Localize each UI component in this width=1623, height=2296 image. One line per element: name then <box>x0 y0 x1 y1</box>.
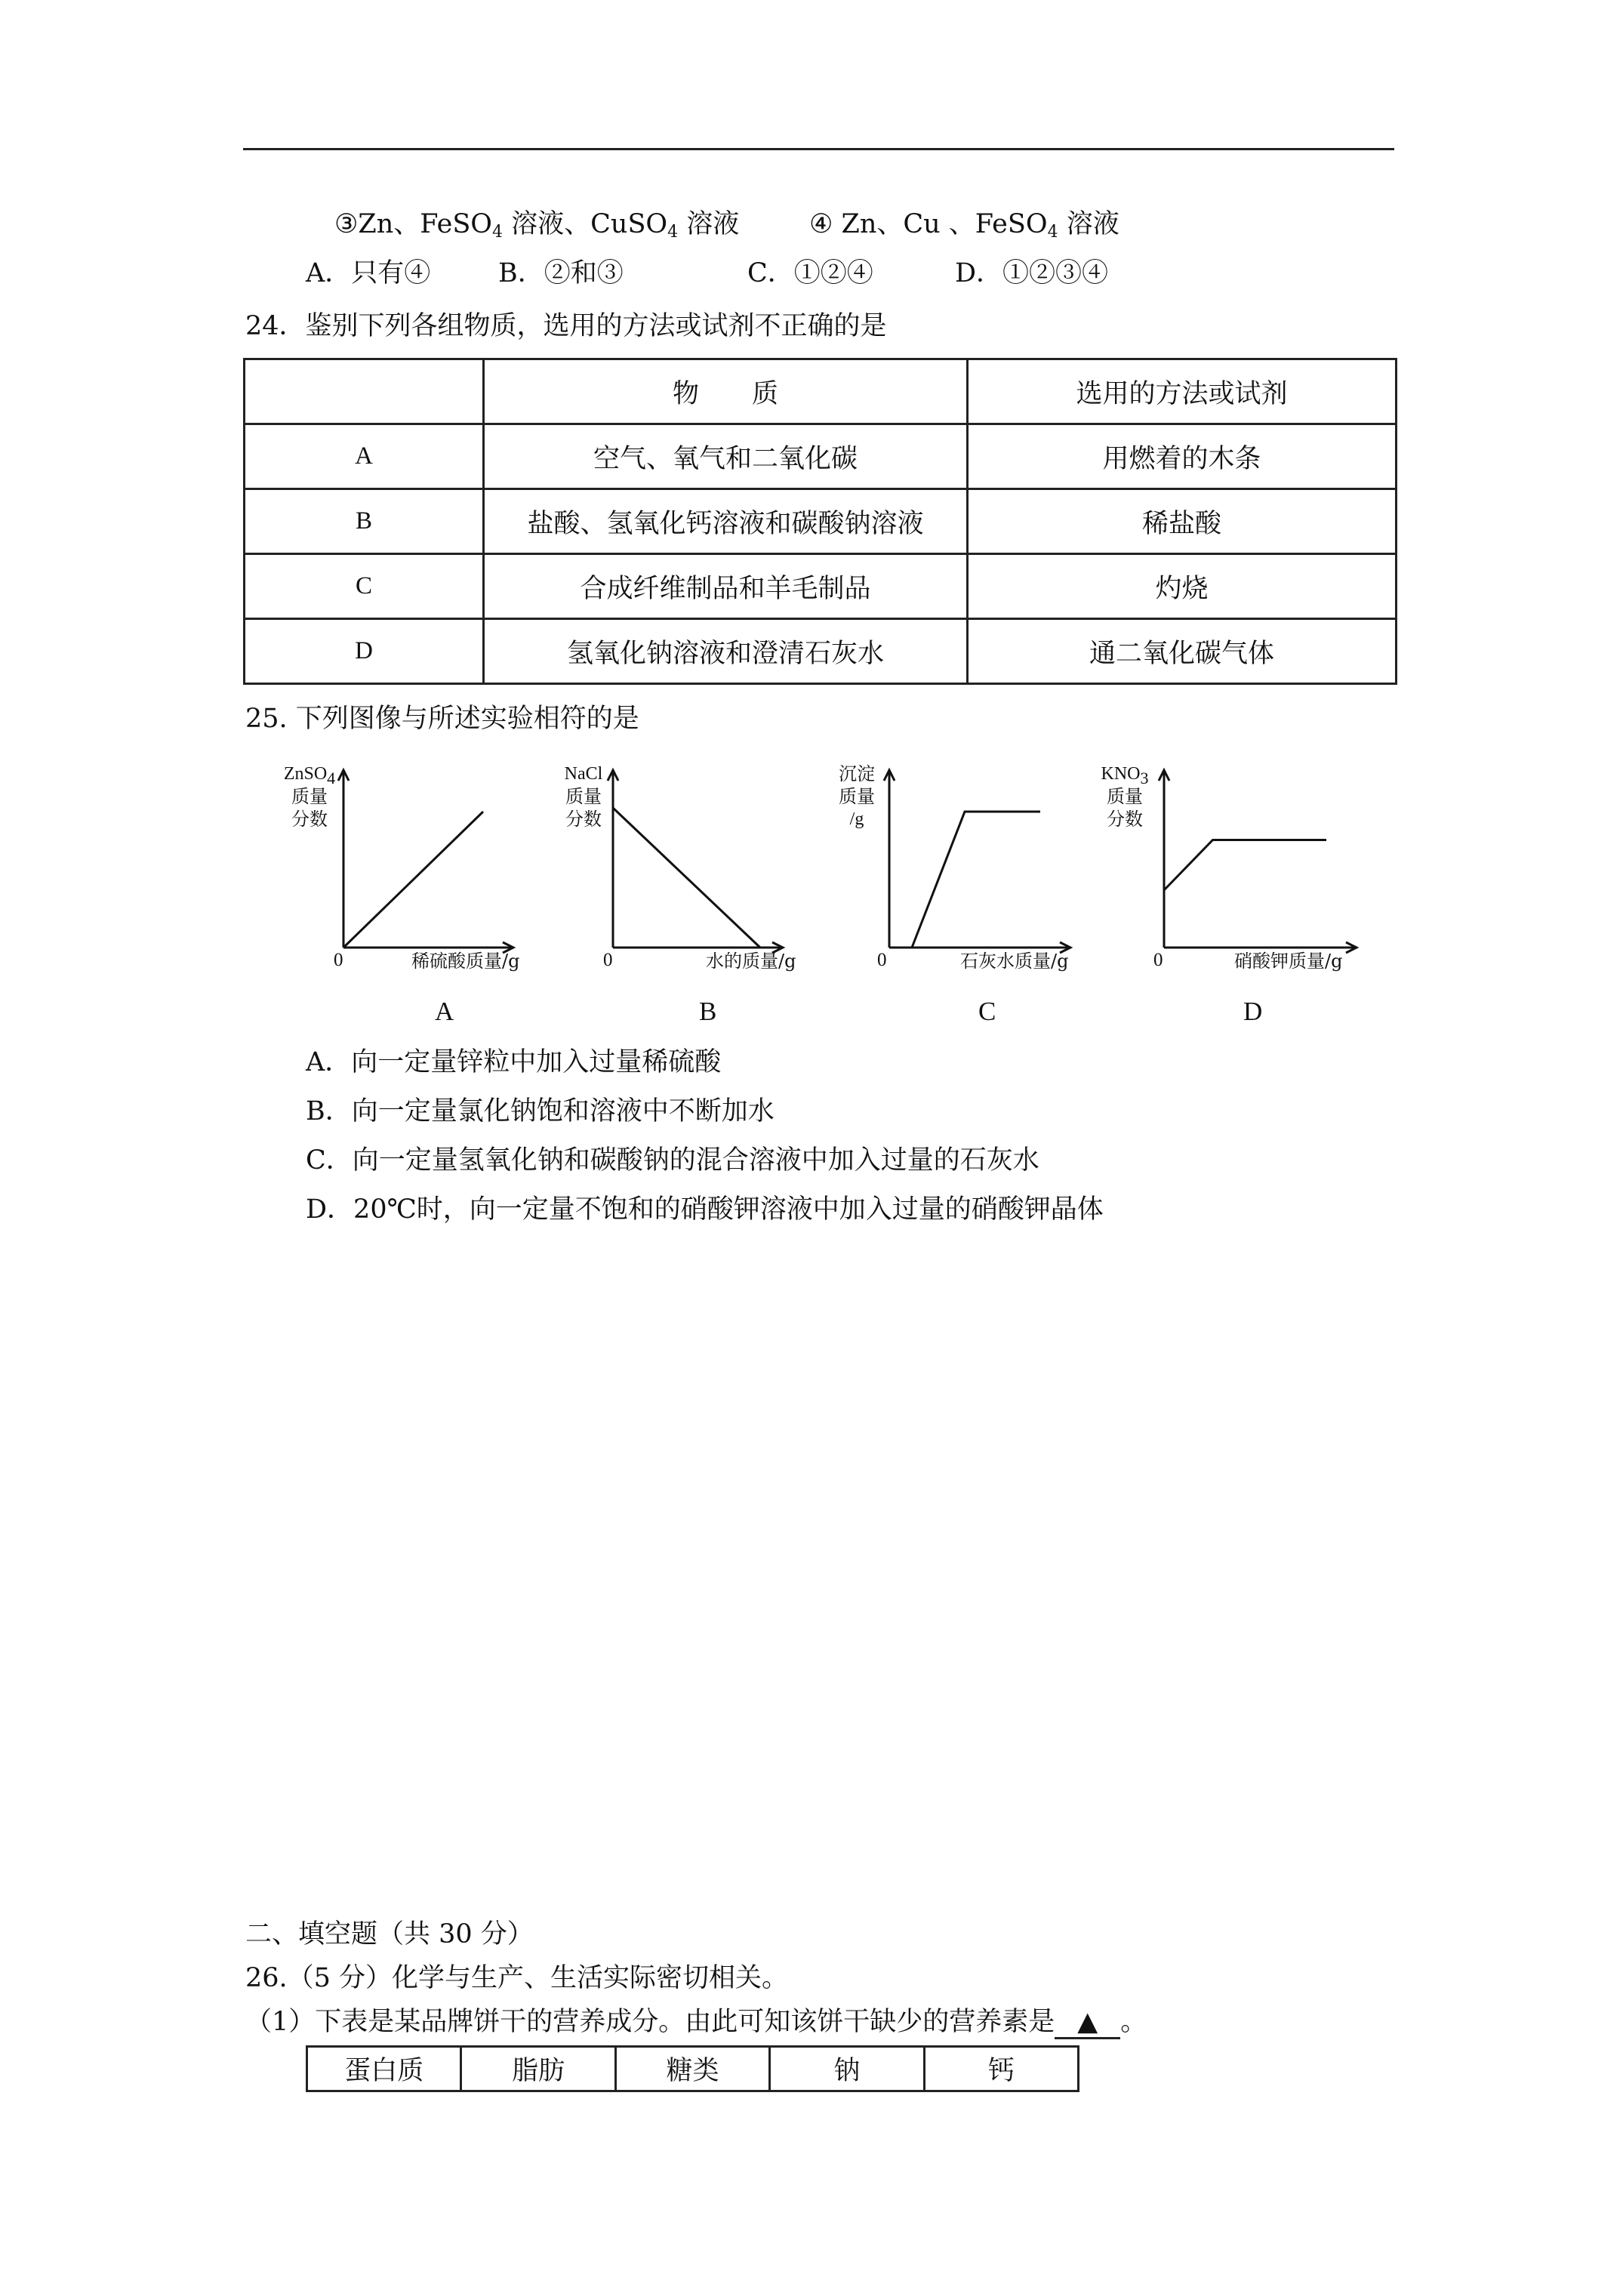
chart-b-ylabel-main: NaCl <box>564 764 603 784</box>
chart-d-ylabel-line3: 分数 <box>1107 809 1143 830</box>
q25-stem: 25. 下列图像与所述实验相符的是 <box>245 704 639 734</box>
chart-b-ylabel-line2: 质量 <box>565 786 602 807</box>
q26-stem: 26.（5 分）化学与生产、生活实际密切相关。 <box>245 1963 789 1993</box>
chart-a-caption: A <box>435 997 454 1026</box>
q23-option-4-text: ④ Zn、Cu 、FeSO <box>809 209 1048 239</box>
q24-row-substance: 氢氧化钠溶液和澄清石灰水 <box>484 619 968 684</box>
series-line <box>912 812 1040 948</box>
q24-row-substance: 盐酸、氢氧化钙溶液和碳酸钠溶液 <box>484 489 968 554</box>
chart-a-xlabel: 稀硫酸质量/g <box>411 951 520 972</box>
q23-option-4-text-b: 溶液 <box>1058 209 1119 239</box>
q24-row-label: D <box>245 619 484 684</box>
chart-d-ylabel-main: $KNO_3$ <box>1101 764 1149 787</box>
nutrient-cell: 钠 <box>770 2047 924 2091</box>
chart-c-ylabel-main: 沉淀 <box>839 763 875 784</box>
q23-choice-d: D．①②③④ <box>955 258 1109 288</box>
chart-a-ylabel-line3: 分数 <box>291 809 328 830</box>
nutrient-cell: 蛋白质 <box>307 2047 461 2091</box>
chart-c-ylabel-line3: /g <box>849 809 864 829</box>
chart-c-ylabel-line2: 质量 <box>839 786 875 807</box>
q24-row-method: 用燃着的木条 <box>968 424 1397 489</box>
q23-option-3-sub: 4 <box>492 223 503 242</box>
q26-part-1-end: 。 <box>1120 2007 1147 2037</box>
q24-row-method: 通二氧化碳气体 <box>968 619 1397 684</box>
chart-a-ylabel-line2: 质量 <box>291 786 328 807</box>
q24-stem: 24．鉴别下列各组物质，选用的方法或试剂不正确的是 <box>245 311 887 341</box>
q25-option-a: A．向一定量锌粒中加入过量稀硫酸 <box>306 1047 722 1077</box>
chart-c-plot <box>830 755 1087 959</box>
chart-c-caption: C <box>978 997 996 1026</box>
series-line <box>343 812 483 948</box>
q26-part-1 <box>245 2005 1147 2039</box>
q24-header-cell: 选用的方法或试剂 <box>968 359 1397 424</box>
chart-d-xlabel: 硝酸钾质量/g <box>1234 951 1343 972</box>
chart-d <box>1091 755 1363 1026</box>
q24-row <box>245 424 1397 489</box>
q23-option-3-text: ③Zn、FeSO <box>334 209 492 239</box>
series-line <box>1164 840 1326 891</box>
q25-option-b: B．向一定量氯化钠饱和溶液中不断加水 <box>306 1096 775 1126</box>
q25-option-c: C．向一定量氢氧化钠和碳酸钠的混合溶液中加入过量的石灰水 <box>306 1145 1039 1176</box>
q24-row-label: B <box>245 489 484 554</box>
chart-b-xlabel: 水的质量/g <box>706 951 796 972</box>
header-rule <box>243 148 1394 150</box>
q24-row <box>245 554 1397 619</box>
q23-option-3-text-c: 溶液 <box>678 209 740 239</box>
chart-b-plot <box>555 755 804 959</box>
q24-header-cell <box>245 359 484 424</box>
q23-option-3 <box>334 208 739 241</box>
q24-row <box>245 489 1397 554</box>
q24-header-cell: 物 质 <box>484 359 968 424</box>
q24-row <box>245 619 1397 684</box>
q24-row-label: A <box>245 424 484 489</box>
answer-blank[interactable]: ▲ <box>1055 2007 1120 2039</box>
q23-choice-a: A．只有④ <box>306 258 431 288</box>
nutrient-cell: 糖类 <box>615 2047 769 2091</box>
chart-d-origin: 0 <box>1153 950 1163 970</box>
nutrient-cell: 钙 <box>924 2047 1078 2091</box>
q24-header-row <box>245 359 1397 424</box>
chart-a-plot <box>272 755 521 959</box>
chart-c-xlabel: 石灰水质量/g <box>960 951 1069 972</box>
q24-row-substance: 空气、氧气和二氧化碳 <box>484 424 968 489</box>
q24-row-method: 稀盐酸 <box>968 489 1397 554</box>
nutrient-table <box>306 2045 1079 2092</box>
chart-c-origin: 0 <box>877 950 887 970</box>
q23-option-4-sub: 4 <box>1047 223 1058 242</box>
q23-option-4 <box>809 208 1119 241</box>
chart-d-ylabel-line2: 质量 <box>1107 786 1143 807</box>
chart-a <box>272 755 521 1026</box>
q23-choice-b: B．②和③ <box>498 258 624 288</box>
q23-option-3-sub2: 4 <box>667 223 679 242</box>
chart-b-ylabel-line3: 分数 <box>565 809 602 830</box>
nutrient-cell: 脂肪 <box>461 2047 615 2091</box>
q24-row-label: C <box>245 554 484 619</box>
series-line <box>613 808 760 948</box>
chart-d-caption: D <box>1243 997 1263 1026</box>
q24-row-method: 灼烧 <box>968 554 1397 619</box>
chart-d-plot <box>1091 755 1363 959</box>
chart-b <box>555 755 804 1026</box>
q23-choice-c: C．①②④ <box>747 258 873 288</box>
section-2-title: 二、填空题（共 30 分） <box>245 1919 534 1949</box>
q24-row-substance: 合成纤维制品和羊毛制品 <box>484 554 968 619</box>
chart-a-origin: 0 <box>334 950 343 970</box>
nutrient-row <box>307 2047 1079 2091</box>
q26-part-1-text: （1）下表是某品牌饼干的营养成分。由此可知该饼干缺少的营养素是 <box>245 2007 1055 2037</box>
q24-table <box>243 358 1397 685</box>
chart-b-origin: 0 <box>603 950 613 970</box>
q23-option-3-text-b: 溶液、CuSO <box>503 209 668 239</box>
chart-a-ylabel-main: ZnSO$_4$ <box>283 764 336 787</box>
q25-option-d: D．20℃时，向一定量不饱和的硝酸钾溶液中加入过量的硝酸钾晶体 <box>306 1194 1104 1225</box>
chart-c <box>830 755 1087 1026</box>
chart-b-caption: B <box>699 997 717 1026</box>
